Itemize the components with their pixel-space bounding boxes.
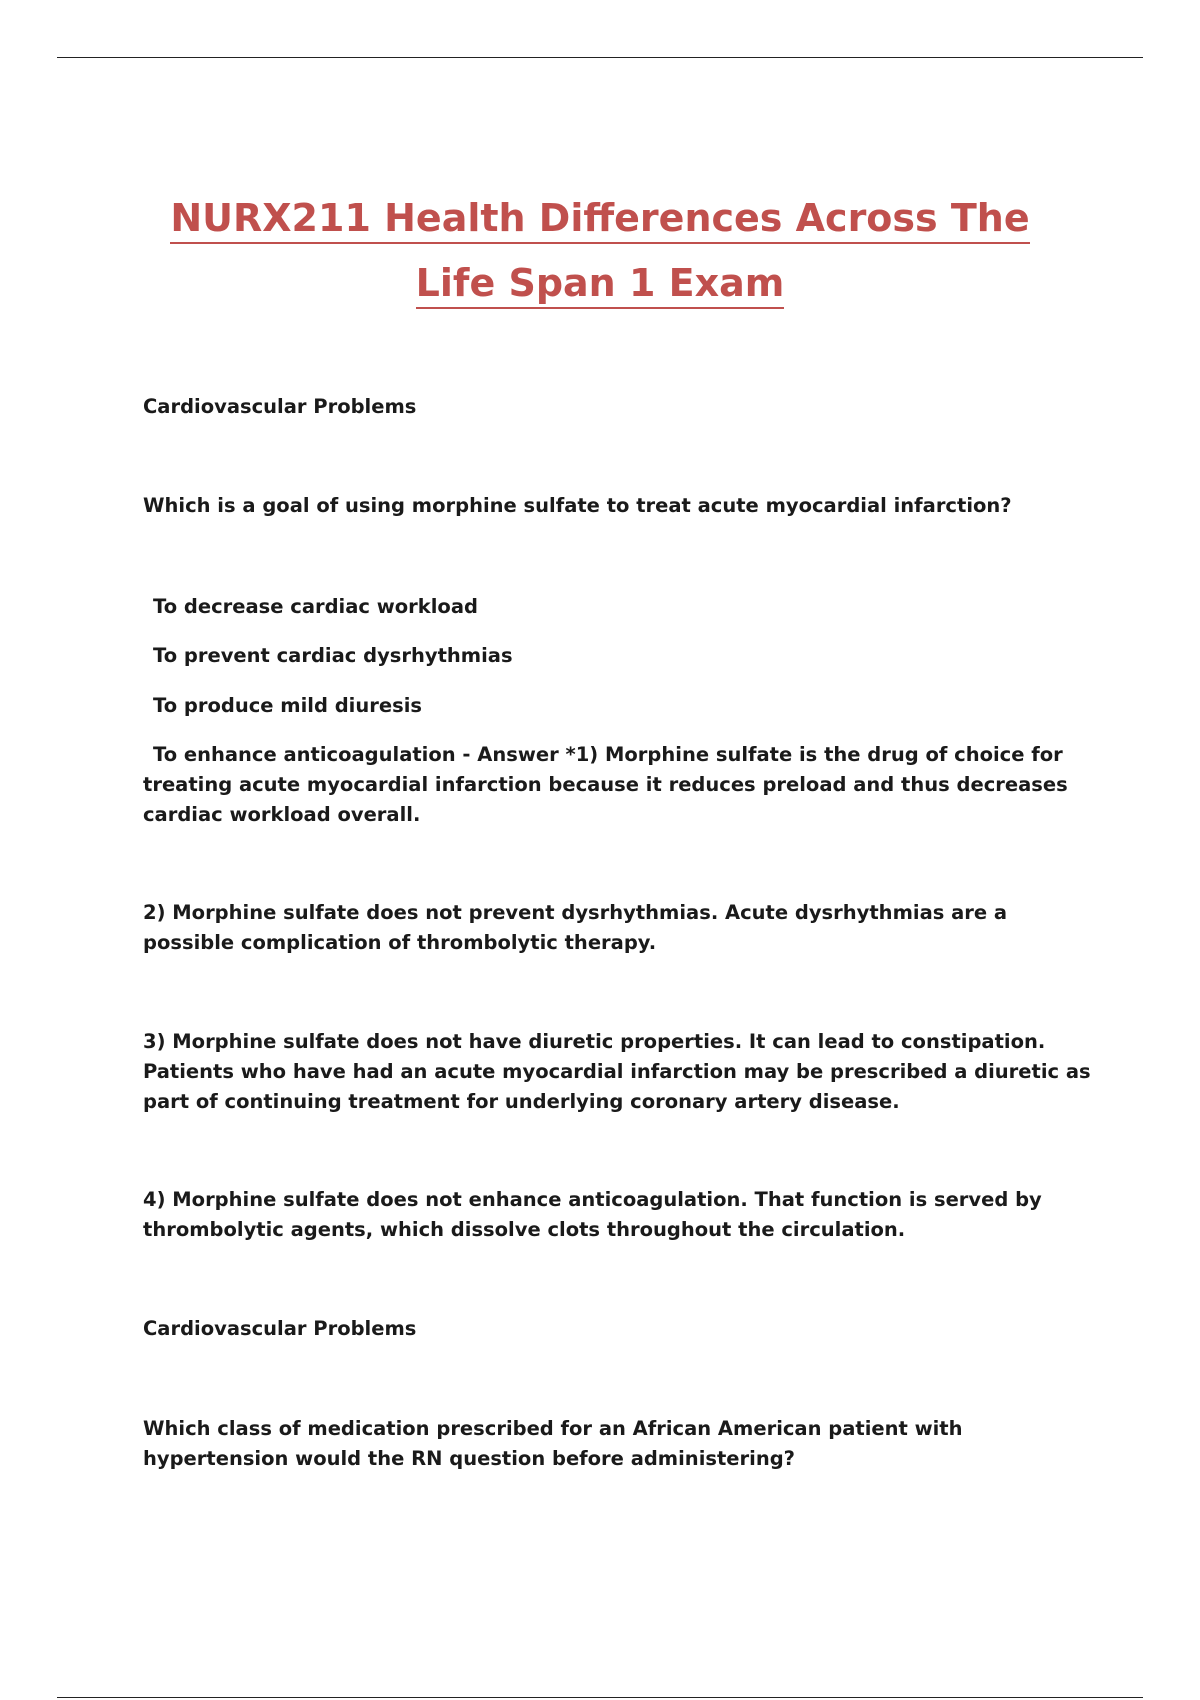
option-2: To prevent cardiac dysrhythmias — [153, 644, 513, 667]
top-rule — [57, 57, 1143, 58]
title-line-1: NURX211 Health Differences Across The — [170, 196, 1029, 244]
title-line-2: Life Span 1 Exam — [416, 261, 785, 309]
option-3: To produce mild diuresis — [153, 694, 422, 717]
question-2: Which class of medication prescribed for an African American patient with hypertension would the RN question before administering? — [143, 1417, 963, 1470]
option-1: To decrease cardiac workload — [153, 595, 478, 618]
rationale-3: 3) Morphine sulfate does not have diuretic properties. It can lead to constipation. Patients who have had an acute myocardial infarction may be prescribed a diuretic as part of continuing treatment for underlying coronary artery disease. — [143, 1030, 1091, 1113]
document-title — [0, 196, 1200, 326]
option-4-answer: To enhance anticoagulation - Answer *1) Morphine sulfate is the drug of choice for treating acute myocardial infarction because it reduces preload and thus decreases cardiac workload overall. — [143, 743, 1068, 826]
section-heading-2: Cardiovascular Problems — [143, 1317, 417, 1340]
rationale-4: 4) Morphine sulfate does not enhance anticoagulation. That function is served by thrombolytic agents, which dissolve clots throughout the circulation. — [143, 1188, 1042, 1241]
bottom-rule — [57, 1697, 1143, 1698]
rationale-2: 2) Morphine sulfate does not prevent dysrhythmias. Acute dysrhythmias are a possible complication of thrombolytic therapy. — [143, 901, 1008, 954]
section-heading-1: Cardiovascular Problems — [143, 395, 417, 418]
question-1: Which is a goal of using morphine sulfate to treat acute myocardial infarction? — [143, 494, 1012, 517]
